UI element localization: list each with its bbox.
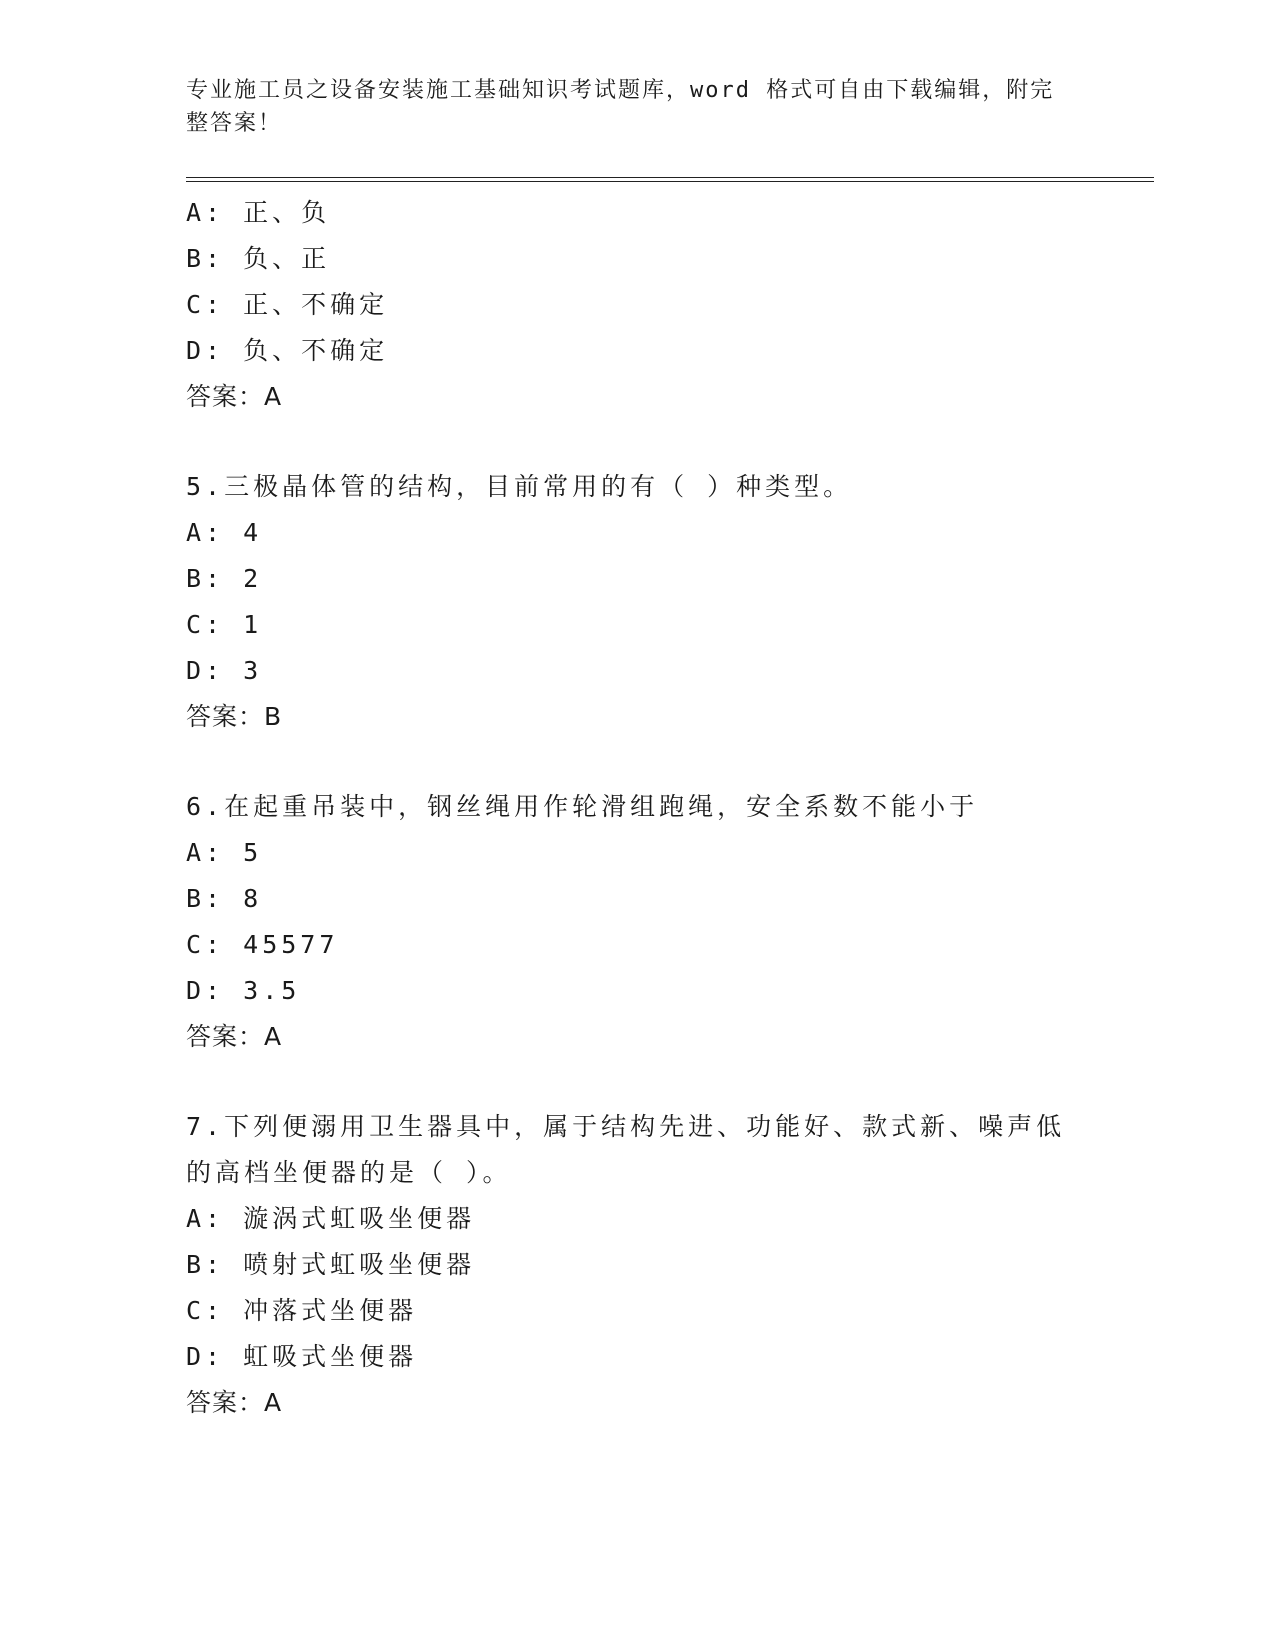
option-c: C: 1 <box>186 610 263 639</box>
option-a: A: 漩涡式虹吸坐便器 <box>186 1204 476 1233</box>
question-block-4-continued <box>186 190 1126 420</box>
option-d: D: 3 <box>186 656 263 685</box>
answer-line: 答案：A <box>186 1388 283 1417</box>
block-spacer <box>186 1060 1126 1104</box>
question-text: 6.在起重吊装中，钢丝绳用作轮滑组跑绳，安全系数不能小于 <box>186 792 979 821</box>
option-a: A: 5 <box>186 838 263 867</box>
header-divider-thin <box>186 181 1154 182</box>
answer-line: 答案：B <box>186 702 283 731</box>
block-spacer <box>186 420 1126 464</box>
option-d: D: 3.5 <box>186 976 301 1005</box>
question-text: 5.三极晶体管的结构，目前常用的有（ ）种类型。 <box>186 472 853 501</box>
option-c: C: 正、不确定 <box>186 290 389 319</box>
question-list <box>186 190 1126 1426</box>
option-c: C: 45577 <box>186 930 339 959</box>
block-spacer <box>186 740 1126 784</box>
option-d: D: 虹吸式坐便器 <box>186 1342 418 1371</box>
answer-line: 答案：A <box>186 1022 283 1051</box>
header-title-line-1: 专业施工员之设备安装施工基础知识考试题库，word 格式可自由下载编辑，附完 <box>186 78 1055 103</box>
answer-line: 答案：A <box>186 382 283 411</box>
question-block-7 <box>186 1104 1126 1426</box>
question-text-line-2: 的高档坐便器的是（ ）。 <box>186 1158 512 1187</box>
option-b: B: 喷射式虹吸坐便器 <box>186 1250 476 1279</box>
option-b: B: 2 <box>186 564 263 593</box>
option-a: A: 4 <box>186 518 263 547</box>
question-text-line-1: 7.下列便溺用卫生器具中，属于结构先进、功能好、款式新、噪声低 <box>186 1112 1066 1141</box>
page-header <box>186 74 1066 140</box>
option-b: B: 负、正 <box>186 244 331 273</box>
option-d: D: 负、不确定 <box>186 336 389 365</box>
header-title-line-2: 整答案！ <box>186 111 283 136</box>
question-block-5 <box>186 464 1126 740</box>
option-a: A: 正、负 <box>186 198 331 227</box>
option-c: C: 冲落式坐便器 <box>186 1296 418 1325</box>
option-b: B: 8 <box>186 884 263 913</box>
header-divider-thick <box>186 177 1154 178</box>
question-block-6 <box>186 784 1126 1060</box>
